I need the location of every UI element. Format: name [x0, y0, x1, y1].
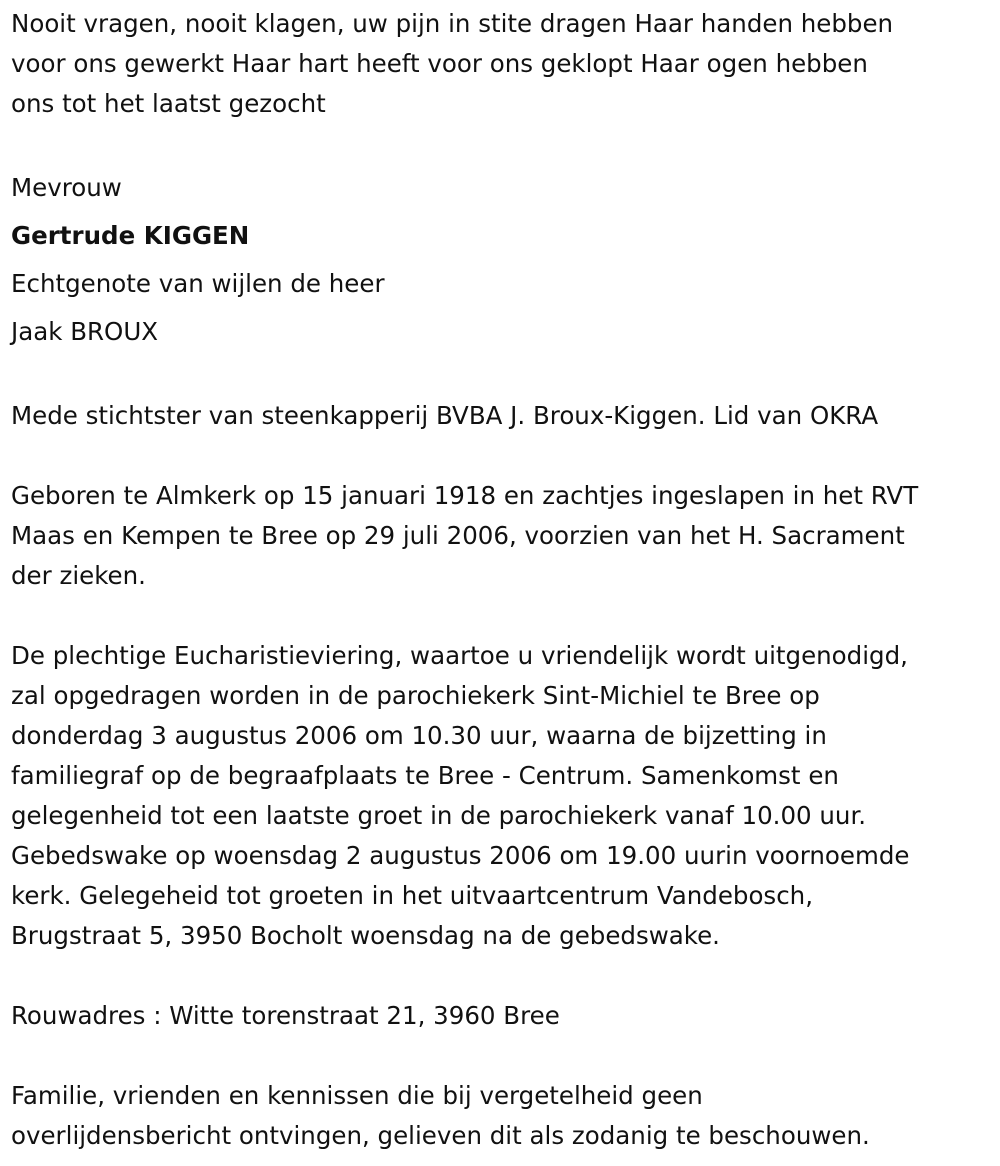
affiliation-paragraph: Mede stichtster van steenkapperij BVBA J. Broux-Kiggen. Lid van OKRA — [11, 401, 879, 430]
deceased-name: Gertrude KIGGEN — [11, 221, 250, 250]
spacer — [11, 1036, 993, 1076]
obituary-document — [11, 4, 993, 1156]
spacer — [11, 356, 993, 396]
spacer — [11, 956, 993, 996]
spacer — [11, 436, 993, 476]
ceremony-paragraph: De plechtige Eucharistieviering, waartoe u vriendelijk wordt uitgenodigd, zal opgedragen worden in de parochiekerk Sint-Michiel te Bree op donderdag 3 augustus 2006 om 10.30 uur, waarna de bijzetting in familiegraf op de begraafplaats te Bree - Centrum. Samenkomst en gelegenheid tot een laatste groet in de parochiekerk vanaf 10.00 uur. Gebedswake op woensdag 2 augustus 2006 om 19.00 uurin voornoemde kerk. Gelegeheid tot groeten in het uitvaartcentrum Vandebosch, Brugstraat 5, 3950 Bocholt woensdag na de gebedswake. — [11, 641, 910, 950]
spacer — [11, 596, 993, 636]
closing-paragraph: Familie, vrienden en kennissen die bij vergetelheid geen overlijdensbericht ontvingen, gelieven dit als zodanig te beschouwen. — [11, 1081, 870, 1150]
spouse-label: Echtgenote van wijlen de heer — [11, 269, 385, 298]
birth-death-paragraph: Geboren te Almkerk op 15 januari 1918 en zachtjes ingeslapen in het RVT Maas en Kempen te Bree op 29 juli 2006, voorzien van het H. Sacrament der zieken. — [11, 481, 919, 590]
verse-paragraph: Nooit vragen, nooit klagen, uw pijn in stite dragen Haar handen hebben voor ons gewerkt Haar hart heeft voor ons geklopt Haar ogen hebben ons tot het laatst gezocht — [11, 9, 894, 118]
salutation: Mevrouw — [11, 173, 122, 202]
spacer — [11, 124, 993, 164]
spouse-name: Jaak BROUX — [11, 317, 159, 346]
address-paragraph: Rouwadres : Witte torenstraat 21, 3960 Bree — [11, 1001, 560, 1030]
